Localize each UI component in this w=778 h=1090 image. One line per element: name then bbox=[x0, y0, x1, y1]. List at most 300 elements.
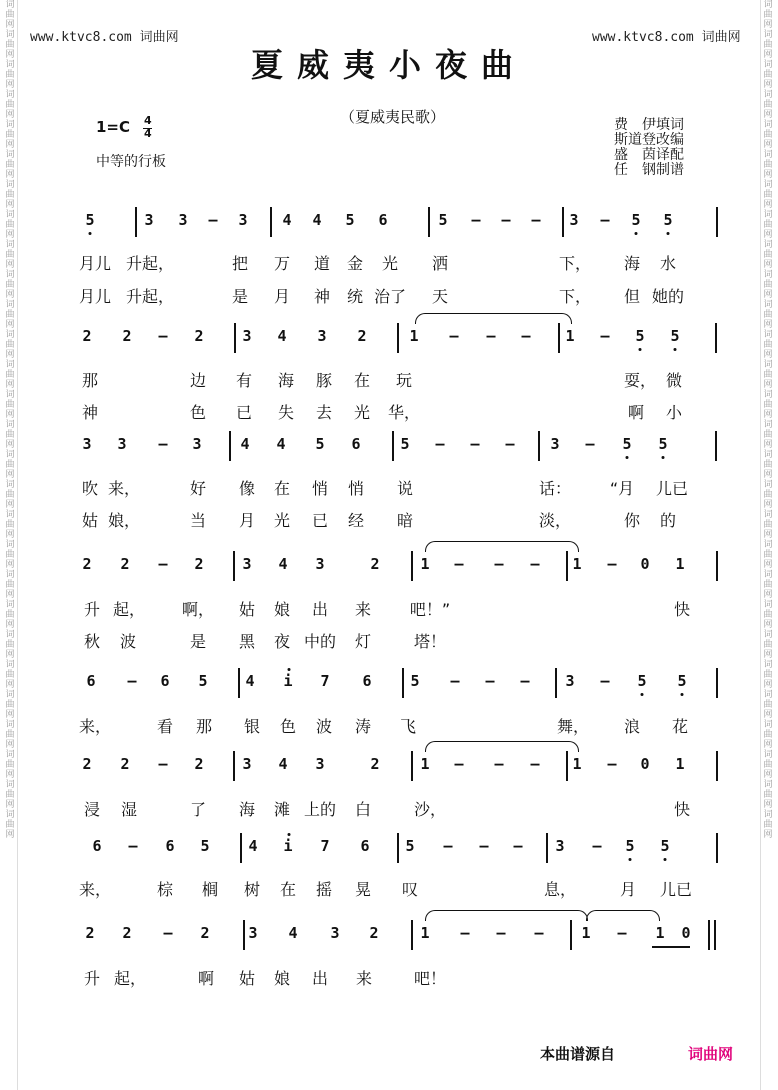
note: – bbox=[158, 435, 168, 453]
note: 3 bbox=[317, 327, 327, 345]
bar-line bbox=[411, 751, 413, 781]
lyric-syllable: 秋 bbox=[83, 632, 101, 651]
tie-arc bbox=[425, 910, 588, 921]
note: 1 bbox=[675, 555, 685, 573]
note: – bbox=[450, 672, 460, 690]
note: 5 bbox=[200, 837, 210, 855]
time-signature-top: 4 bbox=[144, 114, 152, 127]
note: 3 bbox=[550, 435, 560, 453]
lyric-syllable: 啊 bbox=[197, 969, 215, 988]
bar-line bbox=[555, 668, 557, 698]
note: – bbox=[158, 327, 168, 345]
bar-line bbox=[716, 833, 718, 863]
lyric-syllable: 升 bbox=[83, 600, 101, 619]
bar-line bbox=[716, 207, 718, 237]
note: 3 bbox=[238, 211, 248, 229]
note: – bbox=[435, 435, 445, 453]
bar-line bbox=[562, 207, 564, 237]
note: 3 bbox=[144, 211, 154, 229]
lyric-syllable: 花 bbox=[671, 717, 689, 736]
bar-line bbox=[715, 431, 717, 461]
bar-line bbox=[546, 833, 548, 863]
lyric-syllable: 灯 bbox=[354, 632, 372, 651]
lyric-syllable: 在 bbox=[353, 371, 371, 390]
note: 5 bbox=[670, 327, 680, 345]
note: 4 bbox=[240, 435, 250, 453]
note: 6 bbox=[160, 672, 170, 690]
lyric-syllable: 是 bbox=[189, 632, 207, 651]
note: 4 bbox=[245, 672, 255, 690]
lyric-syllable: 她的 bbox=[651, 287, 685, 306]
note: 3 bbox=[178, 211, 188, 229]
lyric-syllable: 的 bbox=[659, 511, 677, 530]
lyric-syllable: 来， bbox=[78, 880, 112, 899]
lyric-syllable: 耍， bbox=[623, 371, 657, 390]
note: 2 bbox=[357, 327, 367, 345]
low-octave-dot bbox=[629, 858, 632, 861]
tie-arc bbox=[586, 910, 660, 921]
bar-line bbox=[714, 920, 716, 950]
lyric-syllable: 息， bbox=[543, 880, 577, 899]
lyric-syllable: 飞 bbox=[399, 717, 417, 736]
note: 4 bbox=[248, 837, 258, 855]
lyric-syllable: 了 bbox=[189, 800, 207, 819]
note: 2 bbox=[194, 327, 204, 345]
lyric-syllable: 那 bbox=[195, 717, 213, 736]
lyric-syllable: 来 bbox=[354, 600, 372, 619]
bar-line bbox=[240, 833, 242, 863]
lyric-syllable: 那 bbox=[81, 371, 99, 390]
note: 5 bbox=[410, 672, 420, 690]
lyric-syllable: 姑 bbox=[238, 600, 256, 619]
source-footer: 本曲谱源自 bbox=[540, 1045, 616, 1063]
note: – bbox=[470, 435, 480, 453]
eighth-underline bbox=[652, 946, 690, 948]
note: – bbox=[531, 211, 541, 229]
lyric-syllable: 娘 bbox=[273, 969, 291, 988]
bar-line bbox=[397, 833, 399, 863]
low-octave-dot bbox=[635, 232, 638, 235]
note: – bbox=[127, 672, 137, 690]
note: – bbox=[128, 837, 138, 855]
lyric-syllable: 光 bbox=[273, 511, 291, 530]
note: – bbox=[454, 755, 464, 773]
note: 4 bbox=[278, 555, 288, 573]
note: 2 bbox=[194, 555, 204, 573]
watermark-left: www.ktvc8.com 词曲网 bbox=[30, 30, 179, 45]
note: – bbox=[585, 435, 595, 453]
note: 4 bbox=[277, 327, 287, 345]
note: – bbox=[600, 672, 610, 690]
lyric-syllable: 海 bbox=[277, 371, 295, 390]
note: 5 bbox=[635, 327, 645, 345]
lyric-syllable: 浸 bbox=[83, 800, 101, 819]
note: 1 bbox=[675, 755, 685, 773]
lyric-syllable: 升起， bbox=[125, 254, 175, 273]
lyric-syllable: 色 bbox=[189, 403, 207, 422]
bar-line bbox=[402, 668, 404, 698]
lyric-syllable: 神 bbox=[81, 403, 99, 422]
source-brand: 词曲网 bbox=[688, 1045, 734, 1063]
note: 3 bbox=[565, 672, 575, 690]
lyric-syllable: 边 bbox=[189, 371, 207, 390]
lyric-syllable: 月 bbox=[273, 287, 291, 306]
lyric-syllable: 玩 bbox=[395, 371, 413, 390]
note: 3 bbox=[242, 755, 252, 773]
note: 6 bbox=[165, 837, 175, 855]
bar-line bbox=[716, 551, 718, 581]
lyric-syllable: 在 bbox=[273, 479, 291, 498]
credits bbox=[614, 118, 684, 178]
bar-line bbox=[238, 668, 240, 698]
lyric-syllable: 但 bbox=[623, 287, 641, 306]
note: – bbox=[494, 555, 504, 573]
lyric-syllable: 涛 bbox=[354, 717, 372, 736]
lyric-syllable: 升起， bbox=[125, 287, 175, 306]
note: 1 bbox=[420, 924, 430, 942]
lyric-syllable: 摇 bbox=[315, 880, 333, 899]
note: 6 bbox=[351, 435, 361, 453]
note: 2 bbox=[82, 327, 92, 345]
note: 3 bbox=[82, 435, 92, 453]
lyric-syllable: 悄 bbox=[311, 479, 329, 498]
note: – bbox=[607, 755, 617, 773]
lyric-syllable: 晃 bbox=[354, 880, 372, 899]
lyric-syllable: “月 bbox=[609, 479, 635, 498]
lyric-syllable: 神 bbox=[313, 287, 331, 306]
note: 1 bbox=[565, 327, 575, 345]
low-octave-dot bbox=[667, 232, 670, 235]
note: – bbox=[513, 837, 523, 855]
note: 5 bbox=[677, 672, 687, 690]
bar-line bbox=[538, 431, 540, 461]
lyric-syllable: 当 bbox=[189, 511, 207, 530]
bar-line bbox=[570, 920, 572, 950]
note: 2 bbox=[122, 924, 132, 942]
note: 5 bbox=[198, 672, 208, 690]
lyric-syllable: 道 bbox=[313, 254, 331, 273]
note: i bbox=[283, 672, 293, 690]
lyric-syllable: 淡， bbox=[538, 511, 572, 530]
note: 5 bbox=[637, 672, 647, 690]
lyric-syllable: 树 bbox=[243, 880, 261, 899]
lyric-syllable: 沙， bbox=[413, 800, 447, 819]
note: 1 bbox=[420, 755, 430, 773]
lyric-syllable: 治了 bbox=[373, 287, 407, 306]
lyric-syllable: 下， bbox=[558, 287, 592, 306]
note: 5 bbox=[658, 435, 668, 453]
watermark-right: www.ktvc8.com 词曲网 bbox=[592, 30, 741, 45]
lyric-syllable: 万 bbox=[273, 254, 291, 273]
note: 3 bbox=[192, 435, 202, 453]
lyric-syllable: 塔！ bbox=[413, 632, 447, 651]
note: 5 bbox=[631, 211, 641, 229]
lyric-syllable: 色 bbox=[279, 717, 297, 736]
note: 3 bbox=[315, 755, 325, 773]
lyric-syllable: 升 bbox=[83, 969, 101, 988]
lyric-syllable: 娘， bbox=[107, 511, 141, 530]
note: – bbox=[449, 327, 459, 345]
lyric-syllable: 快 bbox=[673, 600, 691, 619]
note: 2 bbox=[85, 924, 95, 942]
lyric-syllable: 水 bbox=[659, 254, 677, 273]
lyric-syllable: 把 bbox=[231, 254, 249, 273]
note: 4 bbox=[276, 435, 286, 453]
note: 2 bbox=[82, 755, 92, 773]
lyric-syllable: 棕 bbox=[156, 880, 174, 899]
bar-line bbox=[270, 207, 272, 237]
note: 5 bbox=[438, 211, 448, 229]
note: 1 bbox=[409, 327, 419, 345]
note: – bbox=[617, 924, 627, 942]
lyric-syllable: 月儿 bbox=[78, 254, 112, 273]
note: 4 bbox=[312, 211, 322, 229]
lyric-syllable: 洒 bbox=[431, 254, 449, 273]
lyric-syllable: 微 bbox=[665, 371, 683, 390]
time-signature-bottom: 4 bbox=[144, 127, 152, 140]
bar-line bbox=[243, 920, 245, 950]
note: 6 bbox=[86, 672, 96, 690]
lyric-syllable: 在 bbox=[279, 880, 297, 899]
lyric-syllable: 月 bbox=[238, 511, 256, 530]
note: – bbox=[520, 672, 530, 690]
lyric-syllable: 娘 bbox=[273, 600, 291, 619]
lyric-syllable: 快 bbox=[673, 800, 691, 819]
note: – bbox=[600, 327, 610, 345]
note: – bbox=[443, 837, 453, 855]
note: – bbox=[521, 327, 531, 345]
note: – bbox=[485, 672, 495, 690]
note: 5 bbox=[405, 837, 415, 855]
note: – bbox=[454, 555, 464, 573]
note: 5 bbox=[663, 211, 673, 229]
note: 2 bbox=[82, 555, 92, 573]
lyric-syllable: 叹 bbox=[401, 880, 419, 899]
note: – bbox=[496, 924, 506, 942]
note: 3 bbox=[569, 211, 579, 229]
note: – bbox=[505, 435, 515, 453]
bar-line bbox=[392, 431, 394, 461]
note: – bbox=[592, 837, 602, 855]
note: 6 bbox=[362, 672, 372, 690]
lyric-syllable: 上的 bbox=[303, 800, 337, 819]
lyric-syllable: 已 bbox=[235, 403, 253, 422]
lyric-syllable: 来， bbox=[107, 479, 141, 498]
high-octave-dot bbox=[288, 668, 291, 671]
note: 3 bbox=[315, 555, 325, 573]
lyric-syllable: 失 bbox=[277, 403, 295, 422]
note: 1 bbox=[420, 555, 430, 573]
lyric-syllable: 月儿 bbox=[78, 287, 112, 306]
note: 5 bbox=[345, 211, 355, 229]
lyric-syllable: 啊 bbox=[627, 403, 645, 422]
lyric-syllable: 悄 bbox=[347, 479, 365, 498]
note: 0 bbox=[640, 755, 650, 773]
note: – bbox=[530, 555, 540, 573]
note: 2 bbox=[120, 555, 130, 573]
lyric-syllable: 起， bbox=[112, 600, 146, 619]
note: 0 bbox=[640, 555, 650, 573]
tie-arc bbox=[425, 741, 579, 752]
lyric-syllable: 白 bbox=[354, 800, 372, 819]
note: 6 bbox=[92, 837, 102, 855]
note: – bbox=[163, 924, 173, 942]
lyric-syllable: 银 bbox=[243, 717, 261, 736]
note: 3 bbox=[117, 435, 127, 453]
lyric-syllable: 吧！ bbox=[413, 969, 447, 988]
lyric-syllable: 吧！” bbox=[409, 600, 451, 619]
low-octave-dot bbox=[681, 693, 684, 696]
note: 5 bbox=[400, 435, 410, 453]
lyric-syllable: 湿 bbox=[120, 800, 138, 819]
note: 5 bbox=[315, 435, 325, 453]
lyric-syllable: 儿已 bbox=[655, 479, 689, 498]
credit-line: 斯道登改编 bbox=[614, 132, 684, 148]
note: – bbox=[607, 555, 617, 573]
side-watermark-left: 词曲网词曲网词曲网词曲网词曲网词曲网词曲网词曲网词曲网词曲网词曲网词曲网词曲网词曲网词曲网词曲网词曲网词曲网词曲网词曲网词曲网词曲网词曲网词曲网词曲网词曲网词曲网词曲网 bbox=[5, 0, 15, 840]
note: – bbox=[158, 755, 168, 773]
lyric-syllable: 经 bbox=[347, 511, 365, 530]
lyric-syllable: 吹 bbox=[81, 479, 99, 498]
note: 6 bbox=[360, 837, 370, 855]
note: 3 bbox=[555, 837, 565, 855]
note: 5 bbox=[660, 837, 670, 855]
note: 2 bbox=[370, 555, 380, 573]
lyric-syllable: 天 bbox=[431, 287, 449, 306]
lyric-syllable: 好 bbox=[189, 479, 207, 498]
lyric-syllable: 舞， bbox=[556, 717, 590, 736]
lyric-syllable: 榈 bbox=[201, 880, 219, 899]
low-octave-dot bbox=[89, 232, 92, 235]
note: 3 bbox=[242, 555, 252, 573]
note: 4 bbox=[288, 924, 298, 942]
note: – bbox=[501, 211, 511, 229]
lyric-syllable: 有 bbox=[235, 371, 253, 390]
note: 1 bbox=[581, 924, 591, 942]
lyric-syllable: 出 bbox=[311, 969, 329, 988]
side-watermark-right: 词曲网词曲网词曲网词曲网词曲网词曲网词曲网词曲网词曲网词曲网词曲网词曲网词曲网词曲网词曲网词曲网词曲网词曲网词曲网词曲网词曲网词曲网词曲网词曲网词曲网词曲网词曲网词曲网 bbox=[763, 0, 773, 840]
note: 1 bbox=[655, 924, 665, 942]
low-octave-dot bbox=[626, 456, 629, 459]
note: 4 bbox=[278, 755, 288, 773]
lyric-syllable: 是 bbox=[231, 287, 249, 306]
note: 2 bbox=[200, 924, 210, 942]
note: 3 bbox=[330, 924, 340, 942]
bar-line bbox=[411, 920, 413, 950]
bar-line bbox=[716, 751, 718, 781]
lyric-syllable: 滩 bbox=[273, 800, 291, 819]
lyric-syllable: 月 bbox=[619, 880, 637, 899]
lyric-syllable: 海 bbox=[238, 800, 256, 819]
lyric-syllable: 出 bbox=[311, 600, 329, 619]
lyric-syllable: 豚 bbox=[315, 371, 333, 390]
note: – bbox=[208, 211, 218, 229]
lyric-syllable: 看 bbox=[156, 717, 174, 736]
tie-arc bbox=[415, 313, 572, 324]
note: 2 bbox=[194, 755, 204, 773]
lyric-syllable: 下， bbox=[558, 254, 592, 273]
bar-line bbox=[708, 920, 710, 950]
bar-line bbox=[397, 323, 399, 353]
note: 6 bbox=[378, 211, 388, 229]
note: 5 bbox=[625, 837, 635, 855]
lyric-syllable: 去 bbox=[315, 403, 333, 422]
note: 1 bbox=[572, 755, 582, 773]
bar-line bbox=[135, 207, 137, 237]
credit-line: 盛 茵译配 bbox=[614, 147, 684, 163]
lyric-syllable: 黑 bbox=[238, 632, 256, 651]
note: – bbox=[530, 755, 540, 773]
note: 7 bbox=[320, 837, 330, 855]
lyric-syllable: 起， bbox=[113, 969, 147, 988]
note: – bbox=[479, 837, 489, 855]
bar-line bbox=[715, 323, 717, 353]
note: – bbox=[471, 211, 481, 229]
note: 2 bbox=[120, 755, 130, 773]
bar-line bbox=[229, 431, 231, 461]
lyric-syllable: 小 bbox=[665, 403, 683, 422]
lyric-syllable: 波 bbox=[119, 632, 137, 651]
lyric-syllable: 浪 bbox=[623, 717, 641, 736]
note: – bbox=[158, 555, 168, 573]
bar-line bbox=[716, 668, 718, 698]
lyric-syllable: 已 bbox=[311, 511, 329, 530]
note: 2 bbox=[369, 924, 379, 942]
lyric-syllable: 海 bbox=[623, 254, 641, 273]
lyric-syllable: 你 bbox=[623, 511, 641, 530]
lyric-syllable: 啊， bbox=[181, 600, 215, 619]
bar-line bbox=[566, 751, 568, 781]
note: 3 bbox=[242, 327, 252, 345]
lyric-syllable: 光 bbox=[353, 403, 371, 422]
bar-line bbox=[233, 751, 235, 781]
bar-line bbox=[234, 323, 236, 353]
bar-line bbox=[233, 551, 235, 581]
note: – bbox=[494, 755, 504, 773]
low-octave-dot bbox=[641, 693, 644, 696]
note: 7 bbox=[320, 672, 330, 690]
low-octave-dot bbox=[639, 348, 642, 351]
lyric-syllable: 波 bbox=[315, 717, 333, 736]
lyric-syllable: 儿已 bbox=[659, 880, 693, 899]
bar-line bbox=[411, 551, 413, 581]
key-signature: 1=C bbox=[96, 118, 131, 136]
note: 1 bbox=[572, 555, 582, 573]
lyric-syllable: 话： bbox=[538, 479, 572, 498]
note: 2 bbox=[370, 755, 380, 773]
note: 4 bbox=[282, 211, 292, 229]
lyric-syllable: 像 bbox=[238, 479, 256, 498]
note: 0 bbox=[681, 924, 691, 942]
lyric-syllable: 中的 bbox=[303, 632, 337, 651]
note: 5 bbox=[85, 211, 95, 229]
lyric-syllable: 暗 bbox=[396, 511, 414, 530]
note: – bbox=[460, 924, 470, 942]
credit-line: 任 钢制谱 bbox=[614, 162, 684, 178]
low-octave-dot bbox=[674, 348, 677, 351]
lyric-syllable: 来， bbox=[78, 717, 112, 736]
bar-line bbox=[428, 207, 430, 237]
lyric-syllable: 来 bbox=[355, 969, 373, 988]
song-subtitle: （夏威夷民歌） bbox=[340, 108, 446, 126]
lyric-syllable: 统 bbox=[346, 287, 364, 306]
song-title: 夏威夷小夜曲 bbox=[250, 46, 527, 84]
note: 5 bbox=[622, 435, 632, 453]
low-octave-dot bbox=[664, 858, 667, 861]
high-octave-dot bbox=[288, 833, 291, 836]
note: – bbox=[534, 924, 544, 942]
lyric-syllable: 金 bbox=[346, 254, 364, 273]
